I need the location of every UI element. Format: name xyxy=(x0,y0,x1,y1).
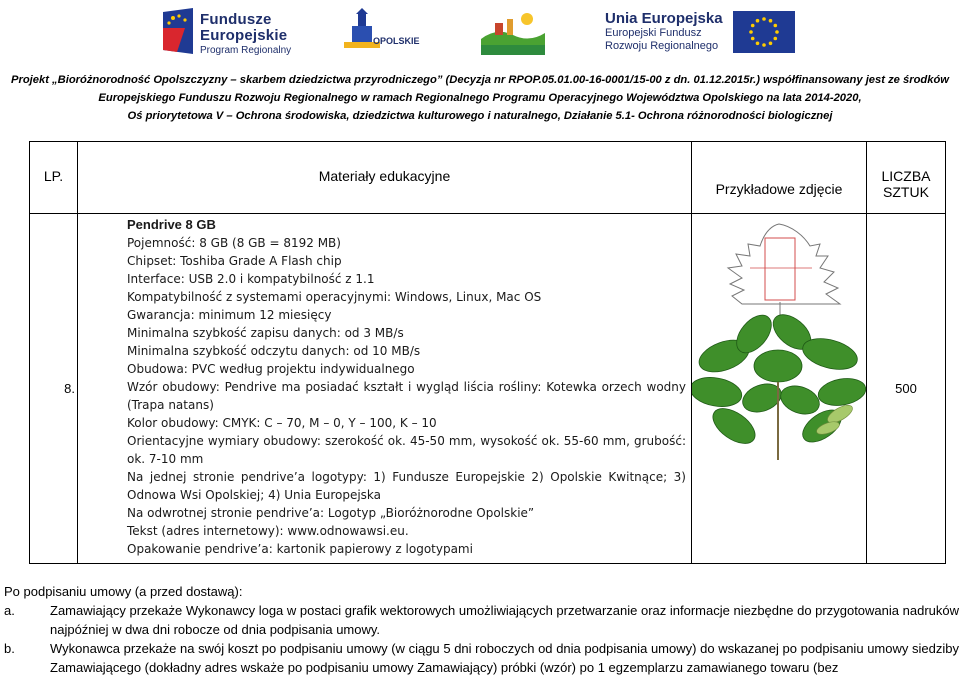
materials-table xyxy=(29,141,946,564)
header-materials: Materiały edukacyjne xyxy=(78,142,692,214)
spec-line: Opakowanie pendrive’a: kartonik papierowy z logotypami xyxy=(127,542,473,556)
list-marker: b. xyxy=(4,641,15,656)
spec-line: Wzór obudowy: Pendrive ma posiadać kształt i wygląd liścia rośliny: Kotewka orzech wodny (Trapa natans) xyxy=(127,380,686,412)
unia-europejska-text xyxy=(605,10,723,53)
list-item-text: Zamawiający przekaże Wykonawcy loga w postaci grafik wektorowych umożliwiających przetwarzanie oraz informacje niezbędne do przygotowania nadruków najpóźniej w dwa dni robocze od dnia podpisania umowy. xyxy=(50,603,959,637)
table-row xyxy=(30,214,946,564)
fe-line-3: Program Regionalny xyxy=(200,45,292,56)
project-line-1: Projekt „Bioróżnorodność Opolszczyzny – skarbem dziedzictwa przyrodniczego” (Decyzja nr RPOP.05.01.00-16-0001/15-00 z dn. 01.12.2015r.) współfinansowany jest ze środków xyxy=(11,74,949,86)
ue-line-1: Unia Europejska xyxy=(605,10,723,27)
spec-line: Na odwrotnej stronie pendrive’a: Logotyp „Bioróżnorodne Opolskie” xyxy=(127,506,535,520)
opolskie-text: OPOLSKIE xyxy=(373,36,420,46)
spec-line: Kompatybilność z systemami operacyjnymi: Windows, Linux, Mac OS xyxy=(127,290,542,304)
spec-line: Obudowa: PVC według projektu indywidualnego xyxy=(127,362,415,376)
opolskie-logo-icon xyxy=(342,8,422,56)
logo-bar xyxy=(0,0,960,70)
project-line-2: Europejskiego Funduszu Rozwoju Regionalnego w ramach Regionalnego Programu Operacyjnego Województwa Opolskiego na lata 2014-2020, xyxy=(98,92,862,104)
fe-line-2: Europejskie xyxy=(200,27,288,44)
spec-line: Tekst (adres internetowy): www.odnowawsi.eu. xyxy=(127,524,409,538)
header-lp: LP. xyxy=(30,142,78,214)
fundusze-europejskie-logo-icon xyxy=(163,8,193,54)
spec-line: Minimalna szybkość zapisu danych: od 3 MB/s xyxy=(127,326,404,340)
spec-line: Pojemność: 8 GB (8 GB = 8192 MB) xyxy=(127,236,341,250)
spec-line: Kolor obudowy: CMYK: C – 70, M – 0, Y – 100, K – 10 xyxy=(127,416,437,430)
table-header-row xyxy=(30,142,946,214)
ue-line-3: Rozwoju Regionalnego xyxy=(605,40,719,52)
list-item-text: Wykonawca przekaże na swój koszt po podpisaniu umowy (w ciągu 5 dni roboczych od dnia podpisania umowy) do wskazanej po podpisaniu umowy siedziby Zamawiającego (dokładny adres wskaże po podpisaniu umowy Zamawiający) próbki (wzór) po 1 egzemplarzu zamawianego towaru (bez xyxy=(50,641,959,675)
row-description xyxy=(78,214,692,564)
spec-line: Minimalna szybkość odczytu danych: od 10 MB/s xyxy=(127,344,421,358)
spec-line: Interface: USB 2.0 i kompatybilność z 1.1 xyxy=(127,272,375,286)
spec-line: Chipset: Toshiba Grade A Flash chip xyxy=(127,254,342,268)
leaf-plant-image-icon xyxy=(692,216,867,466)
list-marker: a. xyxy=(4,603,15,618)
eu-flag-icon xyxy=(733,11,795,53)
list-item xyxy=(4,601,959,639)
row-number: 8. xyxy=(30,214,78,564)
header-count: LICZBA SZTUK xyxy=(867,142,946,214)
odnowa-wsi-logo-icon xyxy=(481,9,545,55)
row-photo xyxy=(692,214,867,564)
item-title: Pendrive 8 GB xyxy=(127,217,216,232)
project-line-3: Oś priorytetowa V – Ochrona środowiska, dziedzictwa kulturowego i naturalnego, Działanie 5.1- Ochrona różnorodności biologicznej xyxy=(127,110,833,122)
fundusze-europejskie-text xyxy=(200,12,291,58)
post-signing-section xyxy=(4,582,959,677)
row-count: 500 xyxy=(867,214,946,564)
fe-line-1: Fundusze xyxy=(200,11,272,28)
spec-line: Gwarancja: minimum 12 miesięcy xyxy=(127,308,332,322)
list-item xyxy=(4,639,959,677)
spec-line: Orientacyjne wymiary obudowy: szerokość ok. 45-50 mm, wysokość ok. 55-60 mm, grubość: ok. 7-10 mm xyxy=(127,434,686,466)
project-info xyxy=(0,71,960,125)
spec-line: Na jednej stronie pendrive’a logotypy: 1) Fundusze Europejskie 2) Opolskie Kwitnące; 3) Odnowa Wsi Opolskiej; 4) Unia Europejska xyxy=(127,470,686,502)
header-photo: Przykładowe zdjęcie xyxy=(692,142,867,214)
ue-line-2: Europejski Fundusz xyxy=(605,27,702,39)
post-signing-intro: Po podpisaniu umowy (a przed dostawą): xyxy=(4,584,243,599)
